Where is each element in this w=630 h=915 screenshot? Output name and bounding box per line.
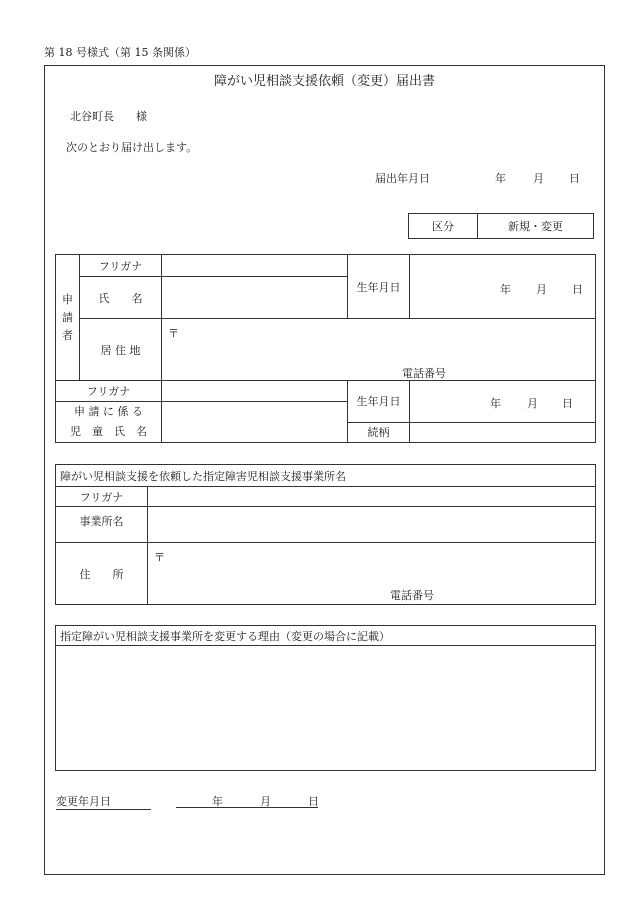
child-relation-label: 続柄: [348, 422, 410, 443]
applicant-side-char-2: 請: [62, 310, 73, 324]
applicant-birth-year: 年: [500, 283, 511, 296]
category-value[interactable]: 新規・変更: [478, 214, 594, 239]
applicant-table: [55, 254, 596, 443]
office-phone-label: 電話番号: [390, 589, 434, 602]
applicant-birth-label: 生年月日: [348, 255, 410, 319]
child-birth-year: 年: [490, 397, 501, 410]
child-name-label-line1: 申 請 に 係 る: [74, 405, 143, 418]
child-birth-label: 生年月日: [348, 381, 410, 423]
category-table: [408, 213, 594, 239]
change-date-underline[interactable]: [176, 807, 318, 808]
office-name-label: 事業所名: [56, 507, 148, 543]
change-day-label: 日: [308, 795, 319, 808]
applicant-address-label: 居 住 地: [80, 319, 162, 381]
change-date-label: [56, 793, 151, 810]
child-birth-input[interactable]: [410, 381, 596, 423]
change-date-label-text: 変更年月日: [56, 793, 151, 810]
change-year-label: 年: [212, 795, 223, 808]
child-relation-input[interactable]: [410, 422, 596, 443]
office-heading: 障がい児相談支援を依頼した指定障害児相談支援事業所名: [56, 465, 596, 487]
office-address-input[interactable]: [148, 543, 596, 605]
office-furigana-input[interactable]: [148, 487, 596, 507]
submit-day-label: 日: [569, 172, 580, 185]
child-birth-day: 日: [562, 397, 573, 410]
submit-year-label: 年: [495, 172, 506, 185]
office-table: [55, 464, 596, 605]
office-name-input[interactable]: [148, 507, 596, 543]
category-label: 区分: [409, 214, 478, 239]
applicant-birth-day: 日: [572, 283, 583, 296]
intro-text: 次のとおり届け出します。: [66, 141, 198, 154]
child-name-input[interactable]: [162, 402, 348, 443]
addressee: 北谷町長 様: [70, 110, 147, 123]
form-title: 障がい児相談支援依頼（変更）届出書: [213, 74, 435, 89]
applicant-birth-month: 月: [536, 283, 547, 296]
reason-input[interactable]: [56, 646, 596, 771]
child-furigana-label: フリガナ: [56, 381, 162, 402]
change-month-label: 月: [260, 795, 271, 808]
child-birth-month: 月: [527, 397, 538, 410]
office-postal-mark: 〒: [154, 551, 165, 564]
child-furigana-input[interactable]: [162, 381, 348, 402]
applicant-furigana-input[interactable]: [162, 255, 348, 277]
applicant-name-input[interactable]: [162, 277, 348, 319]
applicant-side-char-3: 者: [62, 328, 73, 342]
applicant-phone-label: 電話番号: [402, 367, 446, 380]
applicant-name-label: 氏 名: [80, 277, 162, 319]
office-furigana-label: フリガナ: [56, 487, 148, 507]
reason-heading: 指定障がい児相談支援事業所を変更する理由（変更の場合に記載）: [56, 626, 596, 646]
form-number: 第 18 号様式（第 15 条関係）: [44, 46, 196, 59]
applicant-postal-mark: 〒: [168, 327, 179, 340]
child-name-label-line2: 児 童 氏 名: [70, 425, 147, 438]
applicant-birth-input[interactable]: [410, 255, 596, 319]
submit-month-label: 月: [533, 172, 544, 185]
applicant-side-label: [56, 255, 80, 381]
child-name-label: [56, 402, 162, 443]
applicant-furigana-label: フリガナ: [80, 255, 162, 277]
applicant-address-input[interactable]: [162, 319, 596, 381]
submit-date-label: 届出年月日: [375, 172, 430, 185]
reason-table: [55, 625, 596, 771]
office-address-label: 住 所: [56, 543, 148, 605]
applicant-side-char-1: 申: [62, 292, 73, 306]
